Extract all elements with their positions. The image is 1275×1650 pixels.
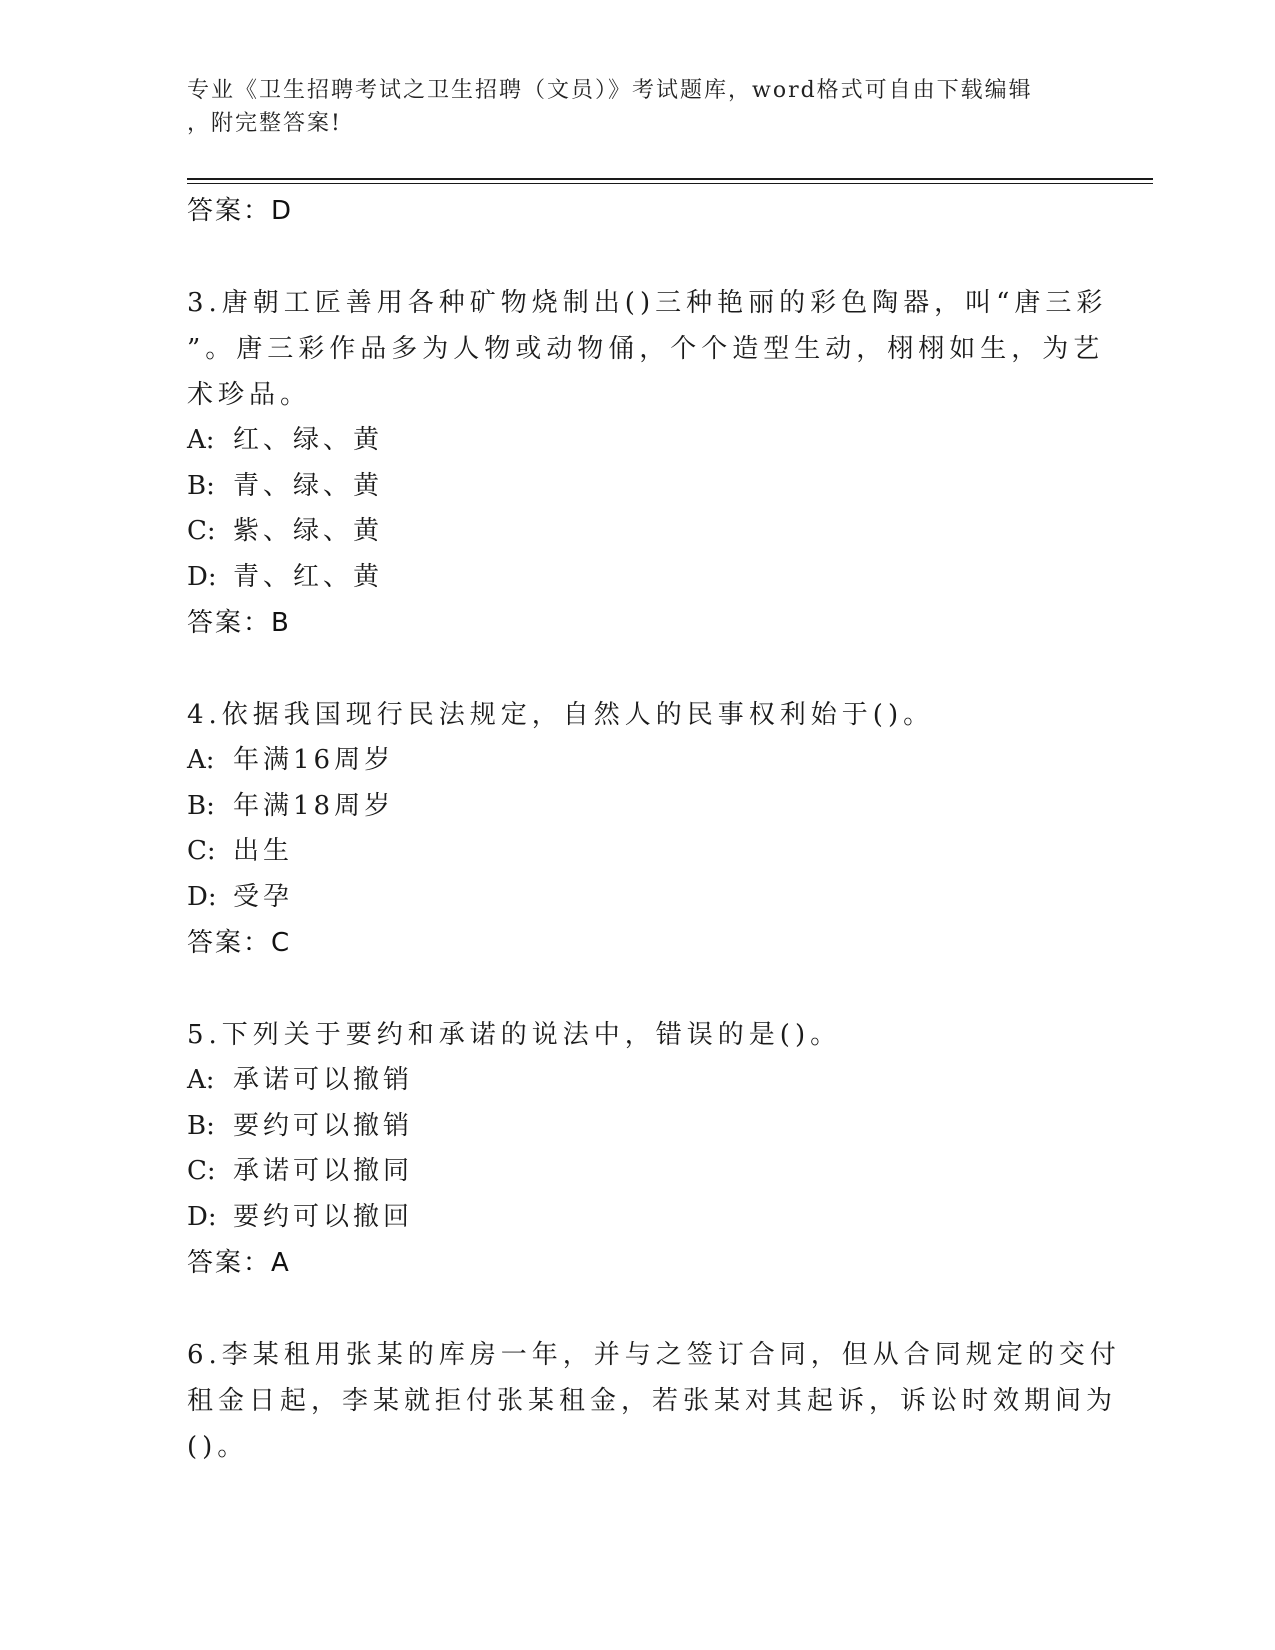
option-letter: B: bbox=[187, 470, 215, 501]
question-stem bbox=[187, 1332, 1121, 1470]
option-text: 年满18周岁 bbox=[233, 790, 395, 821]
option-text: 青、红、黄 bbox=[233, 561, 384, 592]
option-a bbox=[187, 738, 1087, 784]
option-c bbox=[187, 829, 1087, 875]
option-text: 出生 bbox=[233, 836, 294, 866]
option-letter: C: bbox=[187, 1156, 216, 1186]
header-line-1: 专业《卫生招聘考试之卫生招聘（文员）》考试题库，word格式可自由下载编辑 bbox=[187, 78, 1033, 103]
stem-line: 5.下列关于要约和承诺的说法中，错误的是()。 bbox=[187, 1020, 842, 1050]
option-letter: C: bbox=[187, 516, 216, 546]
spacer bbox=[187, 1286, 1087, 1332]
option-letter: D: bbox=[187, 1201, 217, 1232]
stem-line: 3.唐朝工匠善用各种矿物烧制出()三种艳丽的彩色陶器，叫“唐三彩 bbox=[187, 288, 1108, 318]
option-text: 年满16周岁 bbox=[233, 745, 395, 775]
spacer bbox=[187, 646, 1087, 692]
option-b bbox=[187, 784, 1087, 830]
stem-line: ()。 bbox=[187, 1432, 249, 1462]
option-c bbox=[187, 1149, 1087, 1195]
option-text: 要约可以撤回 bbox=[233, 1201, 414, 1232]
option-a bbox=[187, 418, 1087, 464]
spacer bbox=[187, 234, 1087, 280]
option-text: 红、绿、黄 bbox=[233, 425, 384, 455]
stem-line: ”。唐三彩作品多为人物或动物俑，个个造型生动，栩栩如生，为艺 bbox=[187, 334, 1105, 364]
answer-line: 答案：B bbox=[187, 608, 291, 638]
stem-line: 4.依据我国现行民法规定，自然人的民事权利始于()。 bbox=[187, 700, 935, 730]
option-b bbox=[187, 464, 1087, 510]
answer-line: 答案：C bbox=[187, 928, 292, 958]
option-letter: C: bbox=[187, 836, 216, 866]
header-divider-thin bbox=[187, 183, 1153, 184]
question-stem bbox=[187, 280, 1108, 418]
option-text: 紫、绿、黄 bbox=[233, 516, 384, 546]
header-line-2: ，附完整答案! bbox=[187, 111, 342, 136]
header-divider-thick bbox=[187, 178, 1153, 180]
question-stem bbox=[187, 692, 1087, 738]
question-list bbox=[187, 188, 1121, 1470]
option-letter: D: bbox=[187, 881, 217, 912]
option-text: 承诺可以撤同 bbox=[233, 1156, 414, 1186]
option-c bbox=[187, 509, 1087, 555]
option-letter: A: bbox=[187, 425, 215, 455]
stem-line: 术珍品。 bbox=[187, 380, 312, 410]
option-d bbox=[187, 875, 1087, 921]
option-a bbox=[187, 1058, 1087, 1104]
option-text: 受孕 bbox=[233, 881, 294, 912]
option-d bbox=[187, 555, 1087, 601]
stem-line: 6.李某租用张某的库房一年，并与之签订合同，但从合同规定的交付 bbox=[187, 1340, 1121, 1370]
option-d bbox=[187, 1195, 1087, 1241]
answer-line: 答案：A bbox=[187, 1248, 291, 1278]
question-block bbox=[187, 1332, 1121, 1470]
spacer bbox=[187, 966, 1087, 1012]
question-block bbox=[187, 692, 1087, 966]
option-letter: B: bbox=[187, 790, 215, 821]
option-letter: B: bbox=[187, 1110, 215, 1141]
option-text: 青、绿、黄 bbox=[233, 470, 384, 501]
answer-line: 答案：D bbox=[187, 196, 294, 226]
option-text: 承诺可以撤销 bbox=[233, 1065, 414, 1095]
option-letter: A: bbox=[187, 745, 215, 775]
option-letter: A: bbox=[187, 1065, 215, 1095]
question-stem bbox=[187, 1012, 1087, 1058]
stem-line: 租金日起，李某就拒付张某租金，若张某对其起诉，诉讼时效期间为 bbox=[187, 1386, 1118, 1416]
question-block bbox=[187, 280, 1108, 646]
option-letter: D: bbox=[187, 561, 217, 592]
option-text: 要约可以撤销 bbox=[233, 1110, 414, 1141]
document-header bbox=[187, 74, 1067, 140]
option-b bbox=[187, 1104, 1087, 1150]
question-block bbox=[187, 1012, 1087, 1286]
